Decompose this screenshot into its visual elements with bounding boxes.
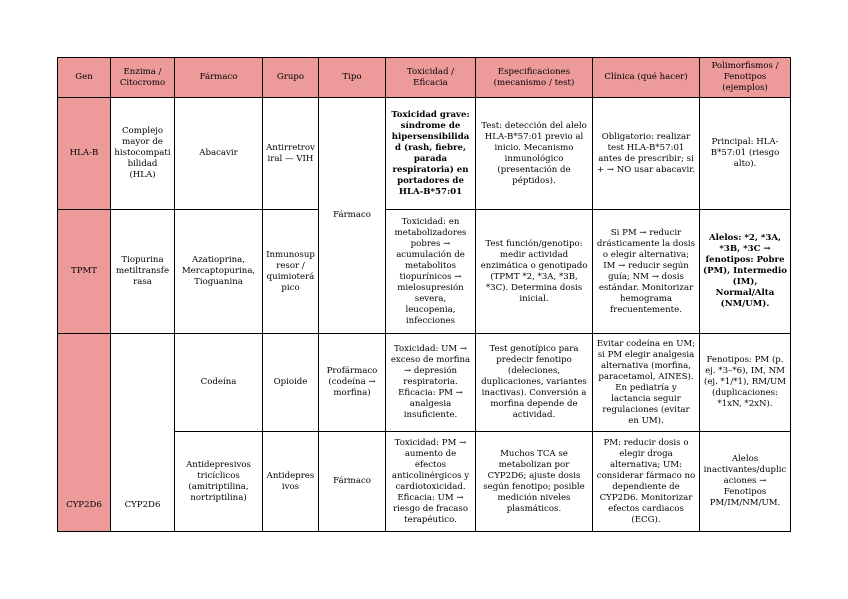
header-clinica: Clínica (qué hacer) bbox=[593, 58, 700, 98]
row-codeina bbox=[58, 334, 791, 432]
cell-clinica-tpmt: Si PM → reducir drásticamente la dosis o elegir alternativa; IM → reducir según guía; NM → dosis estándar. Monitorizar hemograma frecuentemente. bbox=[593, 210, 700, 334]
header-toxicidad: Toxicidad / Eficacia bbox=[386, 58, 476, 98]
cell-gen-tpmt: TPMT bbox=[58, 210, 111, 334]
cell-clinica-antidepresivos: PM: reducir dosis o elegir droga alternativa; UM: considerar fármaco no dependiente de CYP2D6. Monitorizar efectos cardiacos (ECG). bbox=[593, 432, 700, 532]
cell-polimorfismos-hla-b: Principal: HLA-B*57:01 (riesgo alto). bbox=[700, 98, 791, 210]
cell-enzima-hla-b: Complejo mayor de histocompatibilidad (HLA) bbox=[111, 98, 175, 210]
cell-tipo-codeina: Profármaco (codeína → morfina) bbox=[319, 334, 386, 432]
cell-grupo-antidepresivos: Antidepresivos bbox=[263, 432, 319, 532]
cell-clinica-codeina: Evitar codeína en UM; si PM elegir analgesia alternativa (morfina, paracetamol, AINES). En pediatría y lactancia seguir regulaciones (evitar en UM). bbox=[593, 334, 700, 432]
cell-toxicidad-tpmt: Toxicidad: en metabolizadores pobres → acumulación de metabolitos tiopurínicos → mielosupresión severa, leucopenia, infecciones bbox=[386, 210, 476, 334]
cell-tipo-hla-b-tpmt: Fármaco bbox=[319, 98, 386, 334]
cell-polimorfismos-tpmt: Alelos: *2, *3A, *3B, *3C → fenotipos: Pobre (PM), Intermedio (IM), Normal/Alta (NM/UM). bbox=[700, 210, 791, 334]
row-hla-b bbox=[58, 98, 791, 210]
cell-especificaciones-codeina: Test genotípico para predecir fenotipo (deleciones, duplicaciones, variantes inactivas). Conversión a morfina depende de actividad. bbox=[476, 334, 593, 432]
header-grupo: Grupo bbox=[263, 58, 319, 98]
cell-farmaco-tpmt: Azatioprina, Mercaptopurina, Tioguanina bbox=[175, 210, 263, 334]
cell-toxicidad-antidepresivos: Toxicidad: PM → aumento de efectos anticolinérgicos y cardiotoxicidad. Eficacia: UM → riesgo de fracaso terapéutico. bbox=[386, 432, 476, 532]
cell-farmaco-codeina: Codeína bbox=[175, 334, 263, 432]
cell-especificaciones-hla-b: Test: detección del alelo HLA-B*57:01 previo al inicio. Mecanismo inmunológico (presentación de péptidos). bbox=[476, 98, 593, 210]
cell-farmaco-antidepresivos: Antidepresivos tricíclicos (amitriptilina, nortriptilina) bbox=[175, 432, 263, 532]
header-especificaciones: Especificaciones (mecanismo / test) bbox=[476, 58, 593, 98]
cell-toxicidad-codeina: Toxicidad: UM → exceso de morfina → depresión respiratoria. Eficacia: PM → analgesia insuficiente. bbox=[386, 334, 476, 432]
header-polimorfismos: Polimorfismos / Fenotipos (ejemplos) bbox=[700, 58, 791, 98]
cell-grupo-hla-b: Antirretroviral — VIH bbox=[263, 98, 319, 210]
pharmacogenetics-table bbox=[57, 57, 791, 532]
cell-enzima-cyp2d6: CYP2D6 bbox=[111, 334, 175, 532]
cell-grupo-codeina: Opioide bbox=[263, 334, 319, 432]
cell-enzima-tpmt: Tiopurina metiltransferasa bbox=[111, 210, 175, 334]
cell-especificaciones-tpmt: Test función/genotipo: medir actividad enzimática o genotipado (TPMT *2, *3A, *3B, *3C). Determina dosis inicial. bbox=[476, 210, 593, 334]
header-gen: Gen bbox=[58, 58, 111, 98]
cell-clinica-hla-b: Obligatorio: realizar test HLA-B*57:01 antes de prescribir; si + → NO usar abacavir. bbox=[593, 98, 700, 210]
cell-grupo-tpmt: Inmunosupresor / quimioterápico bbox=[263, 210, 319, 334]
header-tipo: Tipo bbox=[319, 58, 386, 98]
cell-polimorfismos-codeina: Fenotipos: PM (p. ej. *3–*6), IM, NM (ej. *1/*1), RM/UM (duplicaciones: *1xN, *2xN). bbox=[700, 334, 791, 432]
cell-polimorfismos-antidepresivos: Alelos inactivantes/duplicaciones → Fenotipos PM/IM/NM/UM. bbox=[700, 432, 791, 532]
cell-toxicidad-hla-b: Toxicidad grave: síndrome de hipersensibilidad (rash, fiebre, parada respiratoria) en portadores de HLA-B*57:01 bbox=[386, 98, 476, 210]
cell-gen-cyp2d6: CYP2D6 bbox=[58, 334, 111, 532]
header-row bbox=[58, 58, 791, 98]
cell-especificaciones-antidepresivos: Muchos TCA se metabolizan por CYP2D6; ajuste dosis según fenotipo; posible medición niveles plasmáticos. bbox=[476, 432, 593, 532]
header-enzima: Enzima / Citocromo bbox=[111, 58, 175, 98]
cell-gen-hla-b: HLA-B bbox=[58, 98, 111, 210]
header-farmaco: Fármaco bbox=[175, 58, 263, 98]
row-tpmt bbox=[58, 210, 791, 334]
cell-farmaco-hla-b: Abacavir bbox=[175, 98, 263, 210]
cell-tipo-antidepresivos: Fármaco bbox=[319, 432, 386, 532]
